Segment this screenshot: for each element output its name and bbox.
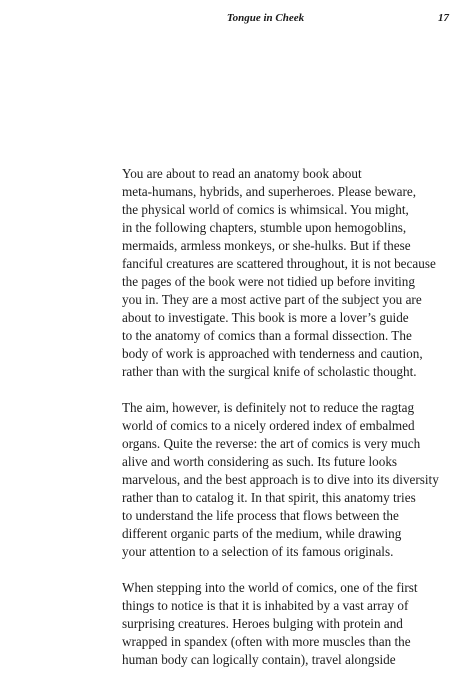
text-line: body of work is approached with tenderness and caution, [122, 346, 423, 361]
text-line: your attention to a selection of its famous originals. [122, 544, 394, 559]
text-line: When stepping into the world of comics, one of the first [122, 580, 418, 595]
text-line: organs. Quite the reverse: the art of comics is very much [122, 436, 421, 451]
text-line: wrapped in spandex (often with more muscles than the [122, 634, 411, 649]
paragraph-2 [122, 399, 452, 561]
text-line: mermaids, armless monkeys, or she-hulks. But if these [122, 238, 411, 253]
text-line: to understand the life process that flows between the [122, 508, 399, 523]
text-line: rather than with the surgical knife of scholastic thought. [122, 364, 417, 379]
text-line: alive and worth considering as such. Its future looks [122, 454, 398, 469]
text-line: The aim, however, is definitely not to reduce the ragtag [122, 400, 415, 415]
paragraph-1 [122, 165, 452, 381]
text-line: in the following chapters, stumble upon hemogoblins, [122, 220, 407, 235]
text-line: you in. They are a most active part of the subject you are [122, 292, 422, 307]
text-line: things to notice is that it is inhabited by a vast array of [122, 598, 409, 613]
text-line: fanciful creatures are scattered throughout, it is not because [122, 256, 436, 271]
text-line: different organic parts of the medium, while drawing [122, 526, 402, 541]
text-line: You are about to read an anatomy book about [122, 166, 362, 181]
text-line: meta-humans, hybrids, and superheroes. Please beware, [122, 184, 417, 199]
text-line: marvelous, and the best approach is to dive into its diversity [122, 472, 439, 487]
text-line: about to investigate. This book is more a lover’s guide [122, 310, 409, 325]
text-line: to the anatomy of comics than a formal dissection. The [122, 328, 412, 343]
text-line: the pages of the book were not tidied up before inviting [122, 274, 415, 289]
page-number: 17 [438, 12, 449, 24]
text-line: world of comics to a nicely ordered index of embalmed [122, 418, 415, 433]
text-line: human body can logically contain), travel alongside [122, 652, 396, 667]
running-title: Tongue in Cheek [226, 12, 305, 24]
running-head [0, 12, 471, 32]
body-text [122, 165, 452, 687]
text-line: rather than to catalog it. In that spirit, this anatomy tries [122, 490, 416, 505]
text-line: surprising creatures. Heroes bulging with protein and [122, 616, 403, 631]
paragraph-3 [122, 579, 452, 669]
text-line: the physical world of comics is whimsical. You might, [122, 202, 409, 217]
